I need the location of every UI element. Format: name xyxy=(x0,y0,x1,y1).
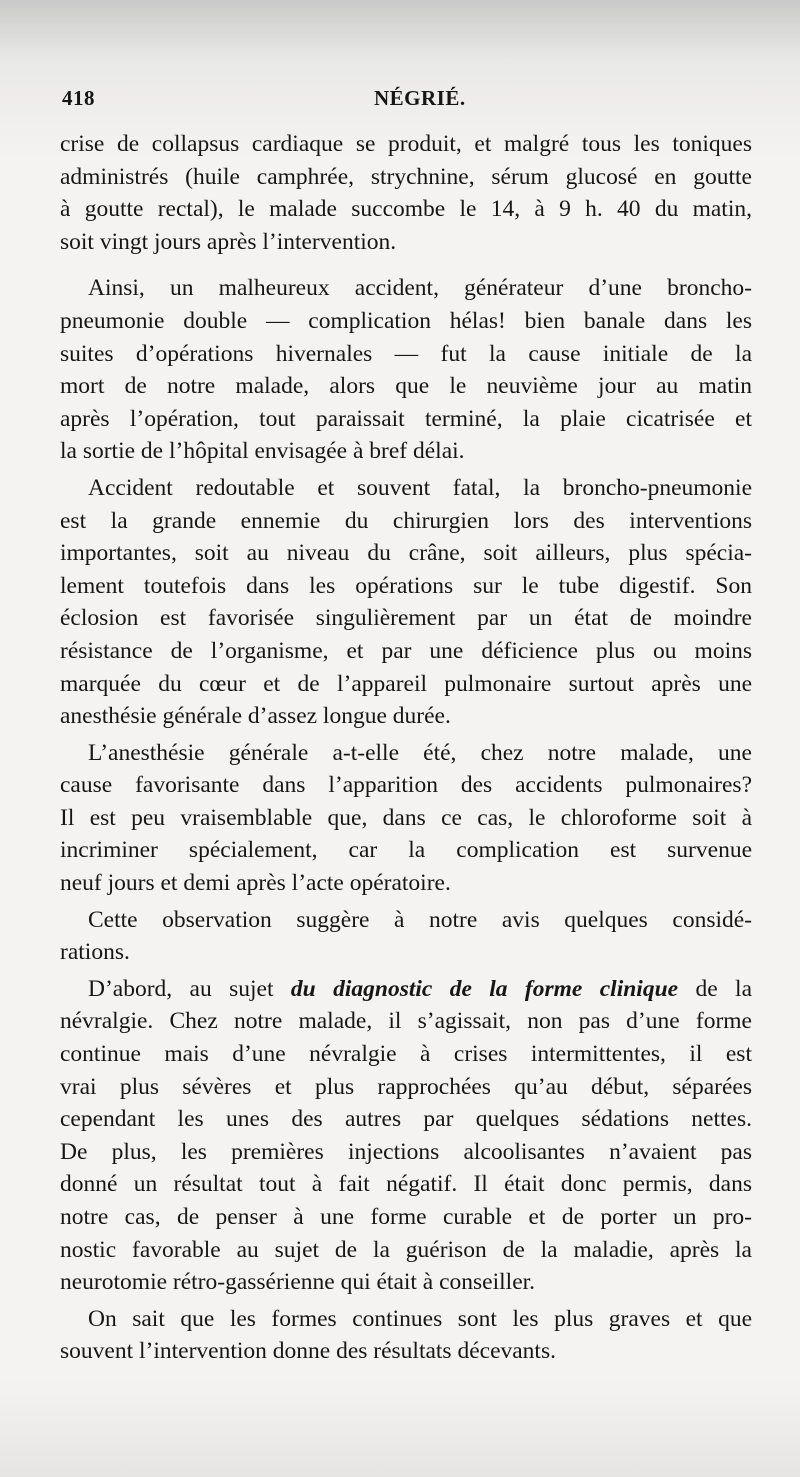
text-line: cependant les unes des autres par quelques sédations nettes. xyxy=(60,1106,752,1133)
text-line: pneumonie double — complication hélas! bien banale dans les xyxy=(60,307,752,334)
text-line: lement toutefois dans les opérations sur le tube digestif. Son xyxy=(60,572,752,599)
text-line: incriminer spécialement, car la complication est survenue xyxy=(60,837,752,864)
text-line: Accident redoutable et souvent fatal, la broncho-pneumonie xyxy=(88,474,752,501)
text-line xyxy=(60,973,752,1006)
text-line: crise de collapsus cardiaque se produit, et malgré tous les toniques xyxy=(60,131,752,157)
text-line: De plus, les premières injections alcoolisantes n’avaient pas xyxy=(60,1138,752,1165)
text-line: neurotomie rétro-gassérienne qui était à conseiller. xyxy=(60,1269,536,1296)
text-line: résistance de l’organisme, et par une déficience plus ou moins xyxy=(60,637,752,664)
text-line: après l’opération, tout paraissait terminé, la plaie cicatrisée et xyxy=(60,405,752,432)
paragraph-7 xyxy=(60,1303,752,1368)
text-line: à goutte rectal), le malade succombe le 14, à 9 h. 40 du matin, xyxy=(60,196,752,223)
text-line: soit vingt jours après l’intervention. xyxy=(60,228,397,255)
text-line: rations. xyxy=(60,939,130,966)
text-line: anesthésie générale d’assez longue durée. xyxy=(60,703,451,730)
text-line: suites d’opérations hivernales — fut la cause initiale de la xyxy=(60,340,752,367)
paragraph-4 xyxy=(60,737,752,900)
page-body xyxy=(60,128,752,1368)
italic-phrase: du diagnostic de la forme clinique xyxy=(290,975,679,1002)
text-span: D’abord, au sujet xyxy=(88,975,291,1002)
text-line: Ainsi, un malheureux accident, générateur d’une broncho- xyxy=(88,275,752,302)
text-span: de la xyxy=(678,975,752,1002)
text-line: administrés (huile camphrée, strychnine, sérum glucosé en goutte xyxy=(60,163,752,190)
text-line: Il est peu vraisemblable que, dans ce cas, le chloroforme soit à xyxy=(60,804,752,831)
running-title: NÉGRIÉ. xyxy=(374,86,466,110)
text-line: cause favorisante dans l’apparition des accidents pulmonaires? xyxy=(60,772,752,799)
text-line: continue mais d’une névralgie à crises intermittentes, il est xyxy=(60,1041,752,1068)
text-line: On sait que les formes continues sont les plus graves et que xyxy=(88,1305,752,1332)
paragraph-2 xyxy=(60,272,752,468)
text-line: donné un résultat tout à fait négatif. Il était donc permis, dans xyxy=(60,1171,752,1198)
text-line: Cette observation suggère à notre avis quelques considé- xyxy=(88,906,752,933)
text-line: nostic favorable au sujet de la guérison de la maladie, après la xyxy=(60,1236,752,1263)
page-header xyxy=(62,86,750,116)
paragraph-1 xyxy=(60,128,752,258)
text-line: la sortie de l’hôpital envisagée à bref délai. xyxy=(60,438,465,465)
paragraph-3 xyxy=(60,472,752,733)
paragraph-5 xyxy=(60,904,752,969)
text-line: L’anesthésie générale a-t-elle été, chez notre malade, une xyxy=(88,739,752,766)
paragraph-6 xyxy=(60,973,752,1299)
text-line: névralgie. Chez notre malade, il s’agissait, non pas d’une forme xyxy=(60,1008,752,1035)
text-line: neuf jours et demi après l’acte opératoire. xyxy=(60,870,451,897)
text-line: vrai plus sévères et plus rapprochées qu’au début, séparées xyxy=(60,1073,752,1100)
text-line: marquée du cœur et de l’appareil pulmonaire surtout après une xyxy=(60,670,752,697)
text-line: mort de notre malade, alors que le neuvième jour au matin xyxy=(60,373,752,400)
page-number: 418 xyxy=(62,86,95,110)
text-line: importantes, soit au niveau du crâne, soit ailleurs, plus spécia- xyxy=(60,540,752,567)
text-line: souvent l’intervention donne des résultats décevants. xyxy=(60,1338,556,1365)
text-line: est la grande ennemie du chirurgien lors des interventions xyxy=(60,507,752,534)
text-line: notre cas, de penser à une forme curable et de porter un pro- xyxy=(60,1204,752,1230)
text-line: éclosion est favorisée singulièrement par un état de moindre xyxy=(60,605,752,632)
